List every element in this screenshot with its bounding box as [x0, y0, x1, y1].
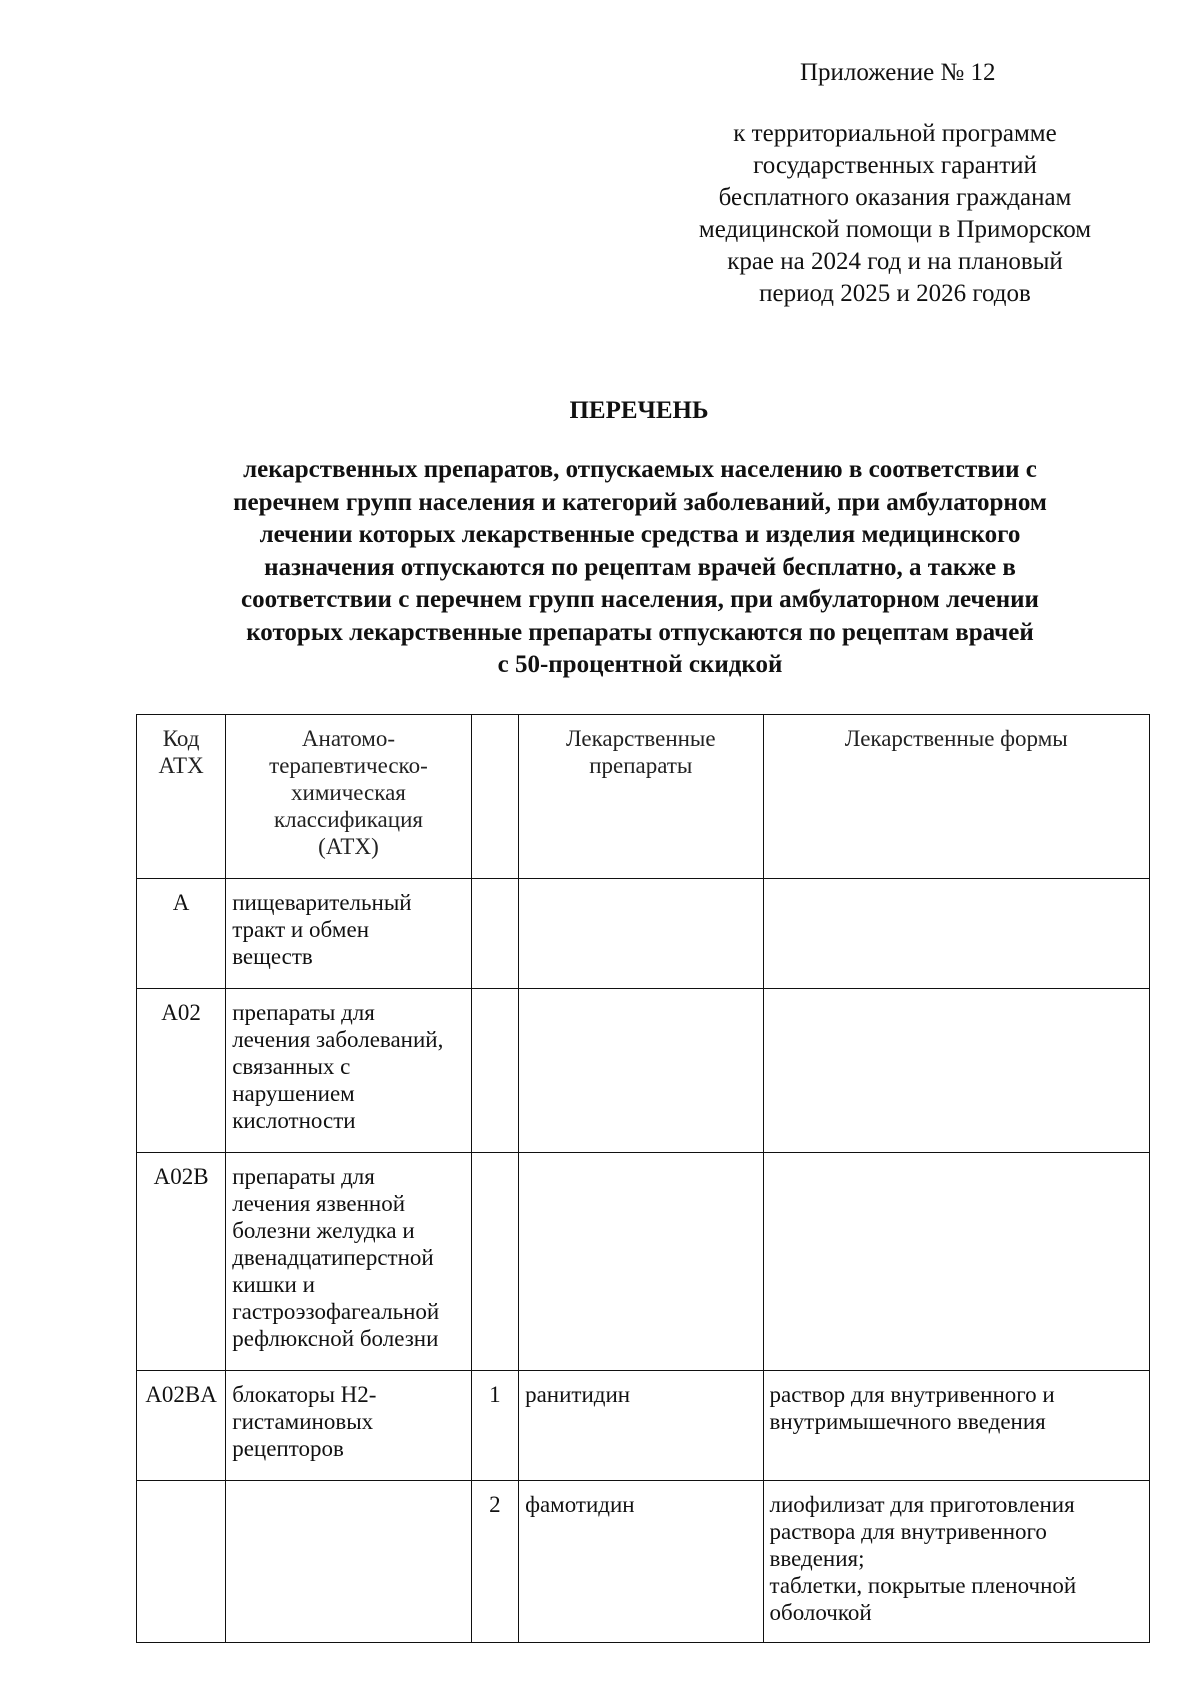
cell-number [471, 879, 518, 989]
cell-number: 2 [471, 1481, 518, 1643]
table-row [137, 989, 1150, 1153]
table-row [137, 1153, 1150, 1371]
drug-list-table [136, 714, 1150, 1643]
table-header-row [137, 715, 1150, 879]
cell-form [763, 879, 1150, 989]
cell-drug [519, 989, 763, 1153]
cell-form [763, 989, 1150, 1153]
cell-drug: ранитидин [519, 1371, 763, 1481]
appendix-subtitle: к территориальной программе государственных гарантий бесплатного оказания гражданам медицинской помощи в Приморском крае на 2024 год и на плановый период 2025 и 2026 годов [698, 120, 1092, 307]
cell-drug [519, 879, 763, 989]
cell-code: A02B [137, 1153, 226, 1371]
cell-form [763, 1153, 1150, 1371]
cell-atx: препараты для лечения язвенной болезни желудка и двенадцатиперстной кишки и гастроэзофагеальной рефлюксной болезни [226, 1153, 472, 1371]
cell-form: лиофилизат для приготовления раствора для внутривенного введения; таблетки, покрытые пленочной оболочкой [763, 1481, 1150, 1643]
table-row [137, 1371, 1150, 1481]
cell-atx: пищеварительный тракт и обмен веществ [226, 879, 472, 989]
cell-drug: фамотидин [519, 1481, 763, 1643]
cell-number [471, 1153, 518, 1371]
cell-code: A02BA [137, 1371, 226, 1481]
column-header-drug: Лекарственные препараты [519, 715, 763, 879]
column-header-atx: Анатомо- терапевтическо- химическая классификация (АТХ) [226, 715, 472, 879]
column-header-code: Код АТХ [137, 715, 226, 879]
cell-atx [226, 1481, 472, 1643]
table-row [137, 1481, 1150, 1643]
cell-drug [519, 1153, 763, 1371]
column-header-form: Лекарственные формы [763, 715, 1150, 879]
column-header-number [471, 715, 518, 879]
cell-number [471, 989, 518, 1153]
document-title: ПЕРЕЧЕНЬ [569, 397, 709, 424]
document-subtitle: лекарственных препаратов, отпускаемых населению в соответствии с перечнем групп населения и категорий заболеваний, при амбулаторном лечении которых лекарственные средства и изделия медицинского назначения отпускаются по рецептам врачей бесплатно, а также в соответствии с перечнем групп населения, при амбулаторном лечении которых лекарственные препараты отпускаются по рецептам врачей с 50-процентной скидкой [233, 456, 1047, 678]
cell-atx: препараты для лечения заболеваний, связанных с нарушением кислотности [226, 989, 472, 1153]
cell-code: A02 [137, 989, 226, 1153]
appendix-number: Приложение № 12 [800, 59, 996, 86]
cell-code: A [137, 879, 226, 989]
cell-number: 1 [471, 1371, 518, 1481]
cell-code [137, 1481, 226, 1643]
cell-form: раствор для внутривенного и внутримышечного введения [763, 1371, 1150, 1481]
table-row [137, 879, 1150, 989]
cell-atx: блокаторы Н2- гистаминовых рецепторов [226, 1371, 472, 1481]
